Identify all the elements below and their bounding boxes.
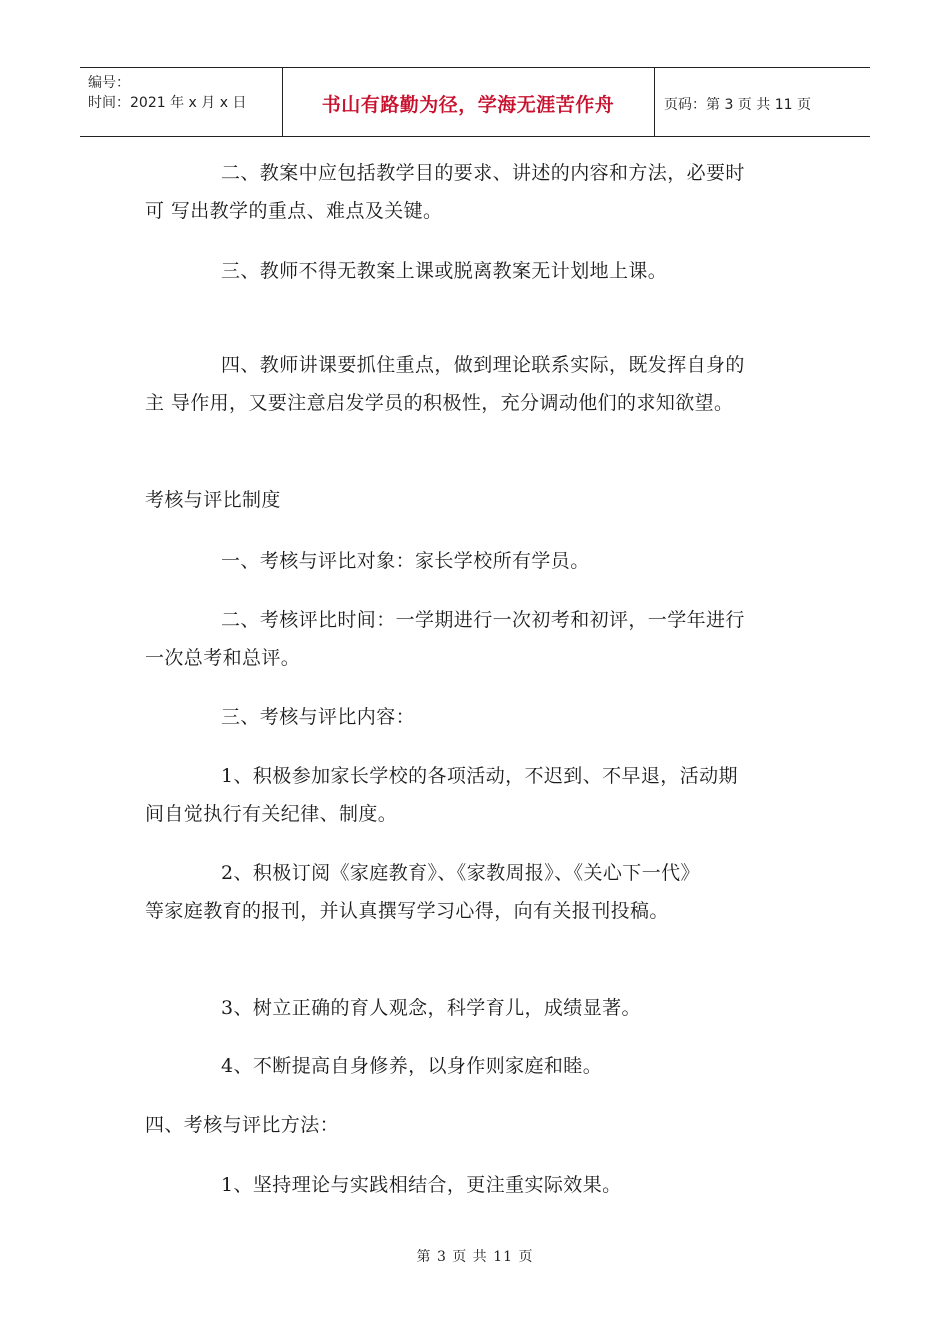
paragraph-line: 二、考核评比时间：一学期进行一次初考和初评，一学年进行 [221, 609, 745, 631]
document-header [80, 67, 870, 137]
section-title: 考核与评比制度 [145, 489, 281, 511]
paragraph-line: 四、教师讲课要抓住重点，做到理论联系实际，既发挥自身的 [221, 354, 745, 376]
method-item-1: 1、坚持理论与实践相结合，更注重实际效果。 [221, 1174, 622, 1196]
paragraph-line: 主 导作用，又要注意启发学员的积极性，充分调动他们的求知欲望。 [145, 392, 734, 414]
assessment-time [145, 601, 815, 677]
page-footer: 第 3 页 共 11 页 [416, 1249, 534, 1265]
paragraph-line: 间自觉执行有关纪律、制度。 [145, 803, 398, 825]
content-item-4: 4、不断提高自身修养，以身作则家庭和睦。 [221, 1055, 603, 1077]
paragraph-line: 1、积极参加家长学校的各项活动，不迟到、不早退，活动期 [221, 765, 738, 787]
assessment-content-heading: 三、考核与评比内容： [221, 706, 416, 728]
paragraph-line: 二、教案中应包括教学目的要求、讲述的内容和方法，必要时 [221, 162, 745, 184]
content-item-3: 3、树立正确的育人观念，科学育儿，成绩显著。 [221, 997, 641, 1019]
header-page-cell [654, 68, 870, 136]
motto-text: 书山有路勤为径，学海无涯苦作舟 [321, 94, 615, 116]
assessment-target: 一、考核与评比对象：家长学校所有学员。 [221, 550, 590, 572]
content-item-1 [145, 757, 815, 833]
paragraph-line: 可 写出教学的重点、难点及关键。 [145, 200, 443, 222]
paragraph-line: 一次总考和总评。 [145, 647, 301, 669]
header-motto-cell [282, 68, 655, 136]
paragraph-line: 2、积极订阅《家庭教育》、《家教周报》、《关心下一代》 [221, 862, 700, 884]
paragraph-no-plan: 三、教师不得无教案上课或脱离教案无计划地上课。 [221, 260, 668, 282]
paragraph-teaching-focus [145, 346, 815, 422]
number-label: 编号： [88, 75, 130, 91]
content-item-2 [145, 854, 815, 930]
paragraph-lesson-plan-content [145, 154, 815, 230]
assessment-method-heading: 四、考核与评比方法： [145, 1114, 340, 1136]
page-info: 页码：第 3 页 共 11 页 [664, 97, 811, 113]
time-label: 时间：2021 年 x 月 x 日 [88, 95, 247, 111]
header-meta-cell [80, 68, 283, 136]
paragraph-line: 等家庭教育的报刊，并认真撰写学习心得，向有关报刊投稿。 [145, 900, 669, 922]
